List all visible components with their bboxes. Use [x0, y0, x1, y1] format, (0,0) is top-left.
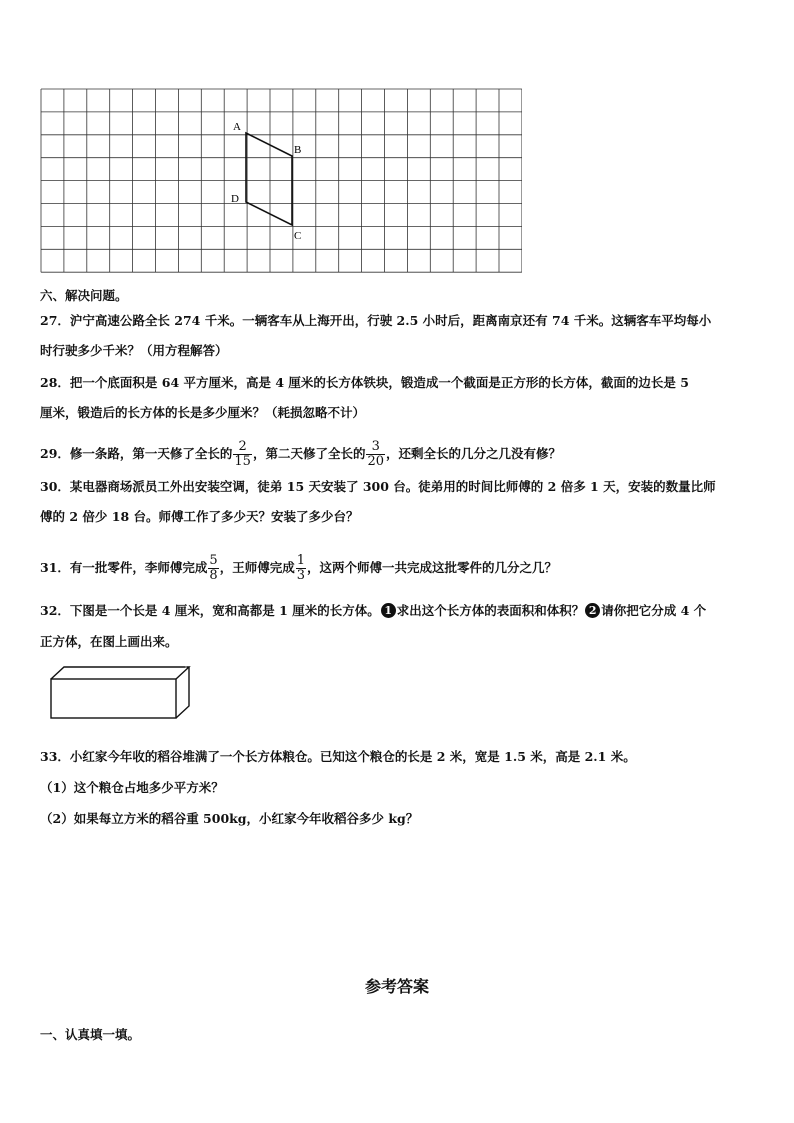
question-31-text-3: ，这两个师傅一共完成这批零件的几分之几？: [306, 560, 557, 575]
grid-lines: [41, 89, 522, 272]
vertex-label-d: D: [231, 193, 239, 205]
fraction-2-15: $\frac{2}{15}$: [234, 439, 251, 469]
grid-figure: [40, 88, 522, 274]
question-29: [40, 440, 760, 469]
circled-number-2: 2: [585, 603, 600, 618]
question-31-text-2: ，王师傅完成: [219, 560, 295, 575]
vertex-label-b: B: [294, 144, 302, 156]
question-32-text-2: 求出这个长方体的表面积和体积？: [396, 603, 585, 618]
question-29-text-3: ，还剩全长的几分之几没有修？: [386, 446, 562, 461]
question-31: [40, 554, 760, 583]
vertex-label-a: A: [233, 121, 241, 133]
fraction-5-8: $\frac{5}{8}$: [209, 553, 218, 583]
circled-number-1: 1: [381, 603, 396, 618]
answer-section-1-title: 一、认真填一填。: [40, 1027, 141, 1042]
question-33-sub2: （2）如果每立方米的稻谷重 500kg，小红家今年收稻谷多少 kg？: [40, 811, 419, 826]
parallelogram-abcd: [246, 133, 292, 225]
cuboid-figure: [48, 662, 194, 722]
question-31-text-1: 31．有一批零件，李师傅完成: [40, 560, 208, 575]
question-29-text-2: ，第二天修了全长的: [252, 446, 366, 461]
question-32-text-3: 请你把它分成 4 个: [601, 603, 707, 618]
answer-section-title: 参考答案: [364, 977, 429, 996]
question-33-line1: 33．小红家今年收的稻谷堆满了一个长方体粮仓。已知这个粮仓的长是 2 米，宽是 1.5 米，高是 2.1 米。: [40, 749, 636, 764]
question-32-line1: [40, 602, 760, 620]
question-27-line2: 时行驶多少千米？（用方程解答）: [40, 343, 228, 358]
vertex-label-c: C: [294, 230, 302, 242]
question-32-line2: 正方体，在图上画出来。: [40, 634, 178, 649]
question-32-text-1: 32．下图是一个长是 4 厘米，宽和高都是 1 厘米的长方体。: [40, 603, 380, 618]
question-27-line1: 27．沪宁高速公路全长 274 千米。一辆客车从上海开出，行驶 2.5 小时后，距离南京还有 74 千米。这辆客车平均每小: [40, 313, 712, 328]
question-30-line1: 30．某电器商场派员工外出安装空调，徒弟 15 天安装了 300 台。徒弟用的时间比师傅的 2 倍多 1 天，安装的数量比师: [40, 479, 716, 494]
question-33-sub1: （1）这个粮仓占地多少平方米？: [40, 780, 224, 795]
question-30-line2: 傅的 2 倍少 18 台。师傅工作了多少天？安装了多少台？: [40, 509, 359, 524]
section-6-title: 六、解决问题。: [40, 288, 128, 303]
question-28-line2: 厘米，锻造后的长方体的长是多少厘米？（耗损忽略不计）: [40, 405, 366, 420]
question-28-line1: 28．把一个底面积是 64 平方厘米，高是 4 厘米的长方体铁块，锻造成一个截面是正方形的长方体，截面的边长是 5: [40, 375, 689, 390]
question-29-text-1: 29．修一条路，第一天修了全长的: [40, 446, 233, 461]
fraction-3-20: $\frac{3}{20}$: [367, 439, 385, 469]
fraction-1-3: $\frac{1}{3}$: [296, 553, 305, 583]
